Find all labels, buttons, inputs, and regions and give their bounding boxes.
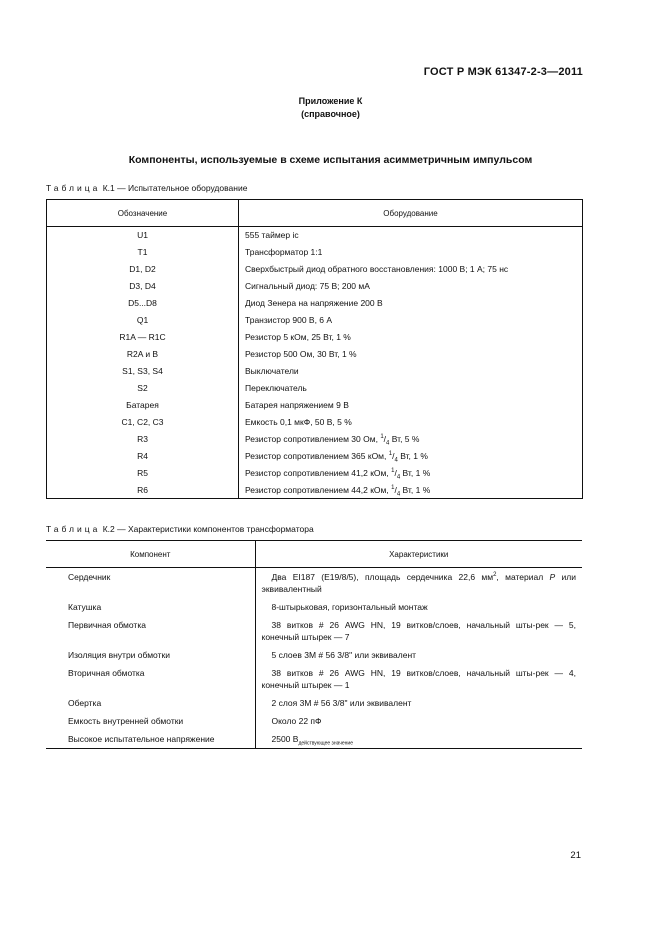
document-code: ГОСТ Р МЭК 61347-2-3—2011 [423,66,583,78]
section-title: Компоненты, используемые в схеме испытания асимметричным импульсом [128,154,533,166]
page-number: 21 [570,850,581,861]
table2-caption [46,524,314,534]
table2-caption-prefix: Таблица [46,524,101,534]
column-header-designation: Обозначение [47,200,239,227]
equipment-table [46,199,583,499]
table1-caption-text: К.1 — Испытательное оборудование [100,183,248,193]
subscript: действующее значение [298,740,353,747]
characteristics-cell [255,694,582,712]
equipment-cell: Резистор сопротивлением 30 Ом, $^1/_4$ Вт, 5 % [239,431,583,448]
equipment-cell: Резистор 5 кОм, 25 Вт, 1 % [239,329,583,346]
table-row [47,244,583,261]
component-cell: Изоляция внутри обмотки [68,650,170,660]
table-row [46,568,582,599]
equipment-cell: Транзистор 900 В, 6 А [239,312,583,329]
table-row [47,380,583,397]
characteristics-text: Два EI187 (E19/8/5), площадь сердечника 22,6 мм [271,572,494,582]
table-row [47,363,583,380]
designation-cell: D1, D2 [129,264,156,274]
table-row [47,482,583,499]
designation-cell: T1 [137,247,148,257]
characteristics-text: 2500 В [271,734,299,744]
characteristics-text: 8-штырьковая, горизонтальный монтаж [271,602,428,612]
component-cell: Первичная обмотка [68,620,146,630]
fraction-numerator: 1 [388,451,393,458]
characteristics-text: 5 слоев 3M # 56 3/8" или эквивалент [271,650,417,660]
characteristics-cell [255,616,582,646]
column-header-equipment: Оборудование [239,200,583,227]
characteristics-text: , материал [496,572,550,582]
fraction-denominator: 4 [396,491,401,498]
table-row [47,448,583,465]
characteristics-cell [255,712,582,730]
table2-caption-text: К.2 — Характеристики компонентов трансформатора [100,524,314,534]
table-row [47,278,583,295]
table-row [46,730,582,749]
characteristics-text: 38 витков # 26 AWG HN, 19 витков/слоев, начальный шты-рек — 4, конечный штырек — 1 [261,668,576,690]
table-row [47,295,583,312]
equipment-text: Резистор сопротивлением 41,2 кОм, [245,468,392,478]
equipment-text: Резистор сопротивлением 365 кОм, [245,451,389,461]
characteristics-text: или эквивалентный [261,572,576,594]
equipment-cell: Диод Зенера на напряжение 200 В [239,295,583,312]
equipment-cell: Резистор 500 Ом, 30 Вт, 1 % [239,346,583,363]
table-row [46,616,582,646]
component-cell: Сердечник [68,572,111,582]
fraction-denominator: 4 [386,440,390,447]
designation-cell: R6 [137,484,148,495]
component-cell: Катушка [68,602,102,612]
characteristics-text: 2 слоя 3M # 56 3/8" или эквивалент [271,698,412,708]
designation-cell: D3, D4 [129,281,156,291]
designation-cell: S1, S3, S4 [122,366,163,376]
designation-cell: D5...D8 [128,298,157,308]
equipment-cell: Сверхбыстрый диод обратного восстановления: 1000 В; 1 А; 75 нс [239,261,583,278]
component-cell: Емкость внутренней обмотки [68,716,184,726]
equipment-cell: Батарея напряжением 9 В [239,397,583,414]
characteristics-cell [255,598,582,616]
fraction-denominator: 4 [396,474,401,481]
equipment-cell: Емкость 0,1 мкФ, 50 В, 5 % [239,414,583,431]
equipment-cell: Выключатели [239,363,583,380]
fraction-numerator: 1 [391,468,395,475]
table-header-row [46,541,582,568]
material-code: P [549,572,556,582]
designation-cell: Батарея [126,400,159,410]
table-row [46,598,582,616]
characteristics-cell [255,664,582,694]
fraction-numerator: 1 [391,484,395,491]
table-row [47,431,583,448]
designation-cell: R3 [137,434,148,444]
table-row [47,397,583,414]
table1-caption-prefix: Таблица [46,183,101,193]
equipment-text: Вт, 1 % [400,468,431,478]
table-row [47,329,583,346]
superscript: 2 [493,572,497,579]
column-header-characteristics: Характеристики [255,541,582,568]
column-header-component: Компонент [46,541,255,568]
component-cell: Высокое испытательное напряжение [68,734,215,744]
designation-cell: R1A — R1C [119,332,166,342]
designation-cell: U1 [137,230,148,241]
table-row [47,465,583,482]
equipment-cell: Переключатель [239,380,583,397]
component-cell: Обертка [68,698,102,708]
designation-cell: R4 [137,451,148,461]
table-header-row [47,200,583,227]
characteristics-text: Около 22 пФ [271,716,322,726]
equipment-cell: Резистор сопротивлением 41,2 кОм, $^1/_4$ Вт, 1 % [239,465,583,482]
table-row [47,414,583,431]
equipment-cell: 555 таймер ic [239,227,583,244]
equipment-cell: Сигнальный диод: 75 В; 200 мА [239,278,583,295]
equipment-cell: Трансформатор 1:1 [239,244,583,261]
designation-cell: R2A и B [126,349,159,359]
equipment-text: Вт, 5 % [389,434,420,444]
designation-cell: Q1 [136,315,149,325]
table-row [46,664,582,694]
appendix-heading [0,95,661,121]
characteristics-text: 38 витков # 26 AWG HN, 19 витков/слоев, начальный шты-рек — 5, конечный штырек — 7 [261,620,576,642]
characteristics-cell [255,730,582,749]
equipment-text: Вт, 1 % [397,451,428,461]
equipment-text: Вт, 1 % [400,484,431,495]
equipment-cell: Резистор сопротивлением 365 кОм, $^1/_4$ Вт, 1 % [239,448,583,465]
component-cell: Вторичная обмотка [68,668,145,678]
characteristics-cell [255,568,582,599]
transformer-components-table [46,540,582,749]
equipment-text: Резистор сопротивлением 30 Ом, [245,434,381,444]
table-row [47,312,583,329]
characteristics-cell [255,646,582,664]
table-row [47,346,583,363]
appendix-subtitle: (справочное) [301,109,360,119]
table-row [47,261,583,278]
appendix-title: Приложение К [298,96,363,106]
table1-caption [46,183,247,193]
designation-cell: S2 [137,383,148,393]
table-row [46,694,582,712]
designation-cell: C1, C2, C3 [121,417,164,427]
equipment-text: Резистор сопротивлением 44,2 кОм, [245,484,392,495]
table-row [47,227,583,244]
designation-cell: R5 [137,468,148,478]
fraction-denominator: 4 [394,457,398,464]
table-row [46,646,582,664]
table-row [46,712,582,730]
equipment-cell: Резистор сопротивлением 44,2 кОм, $^1/_4$ Вт, 1 % [239,482,583,499]
fraction-numerator: 1 [380,434,384,441]
